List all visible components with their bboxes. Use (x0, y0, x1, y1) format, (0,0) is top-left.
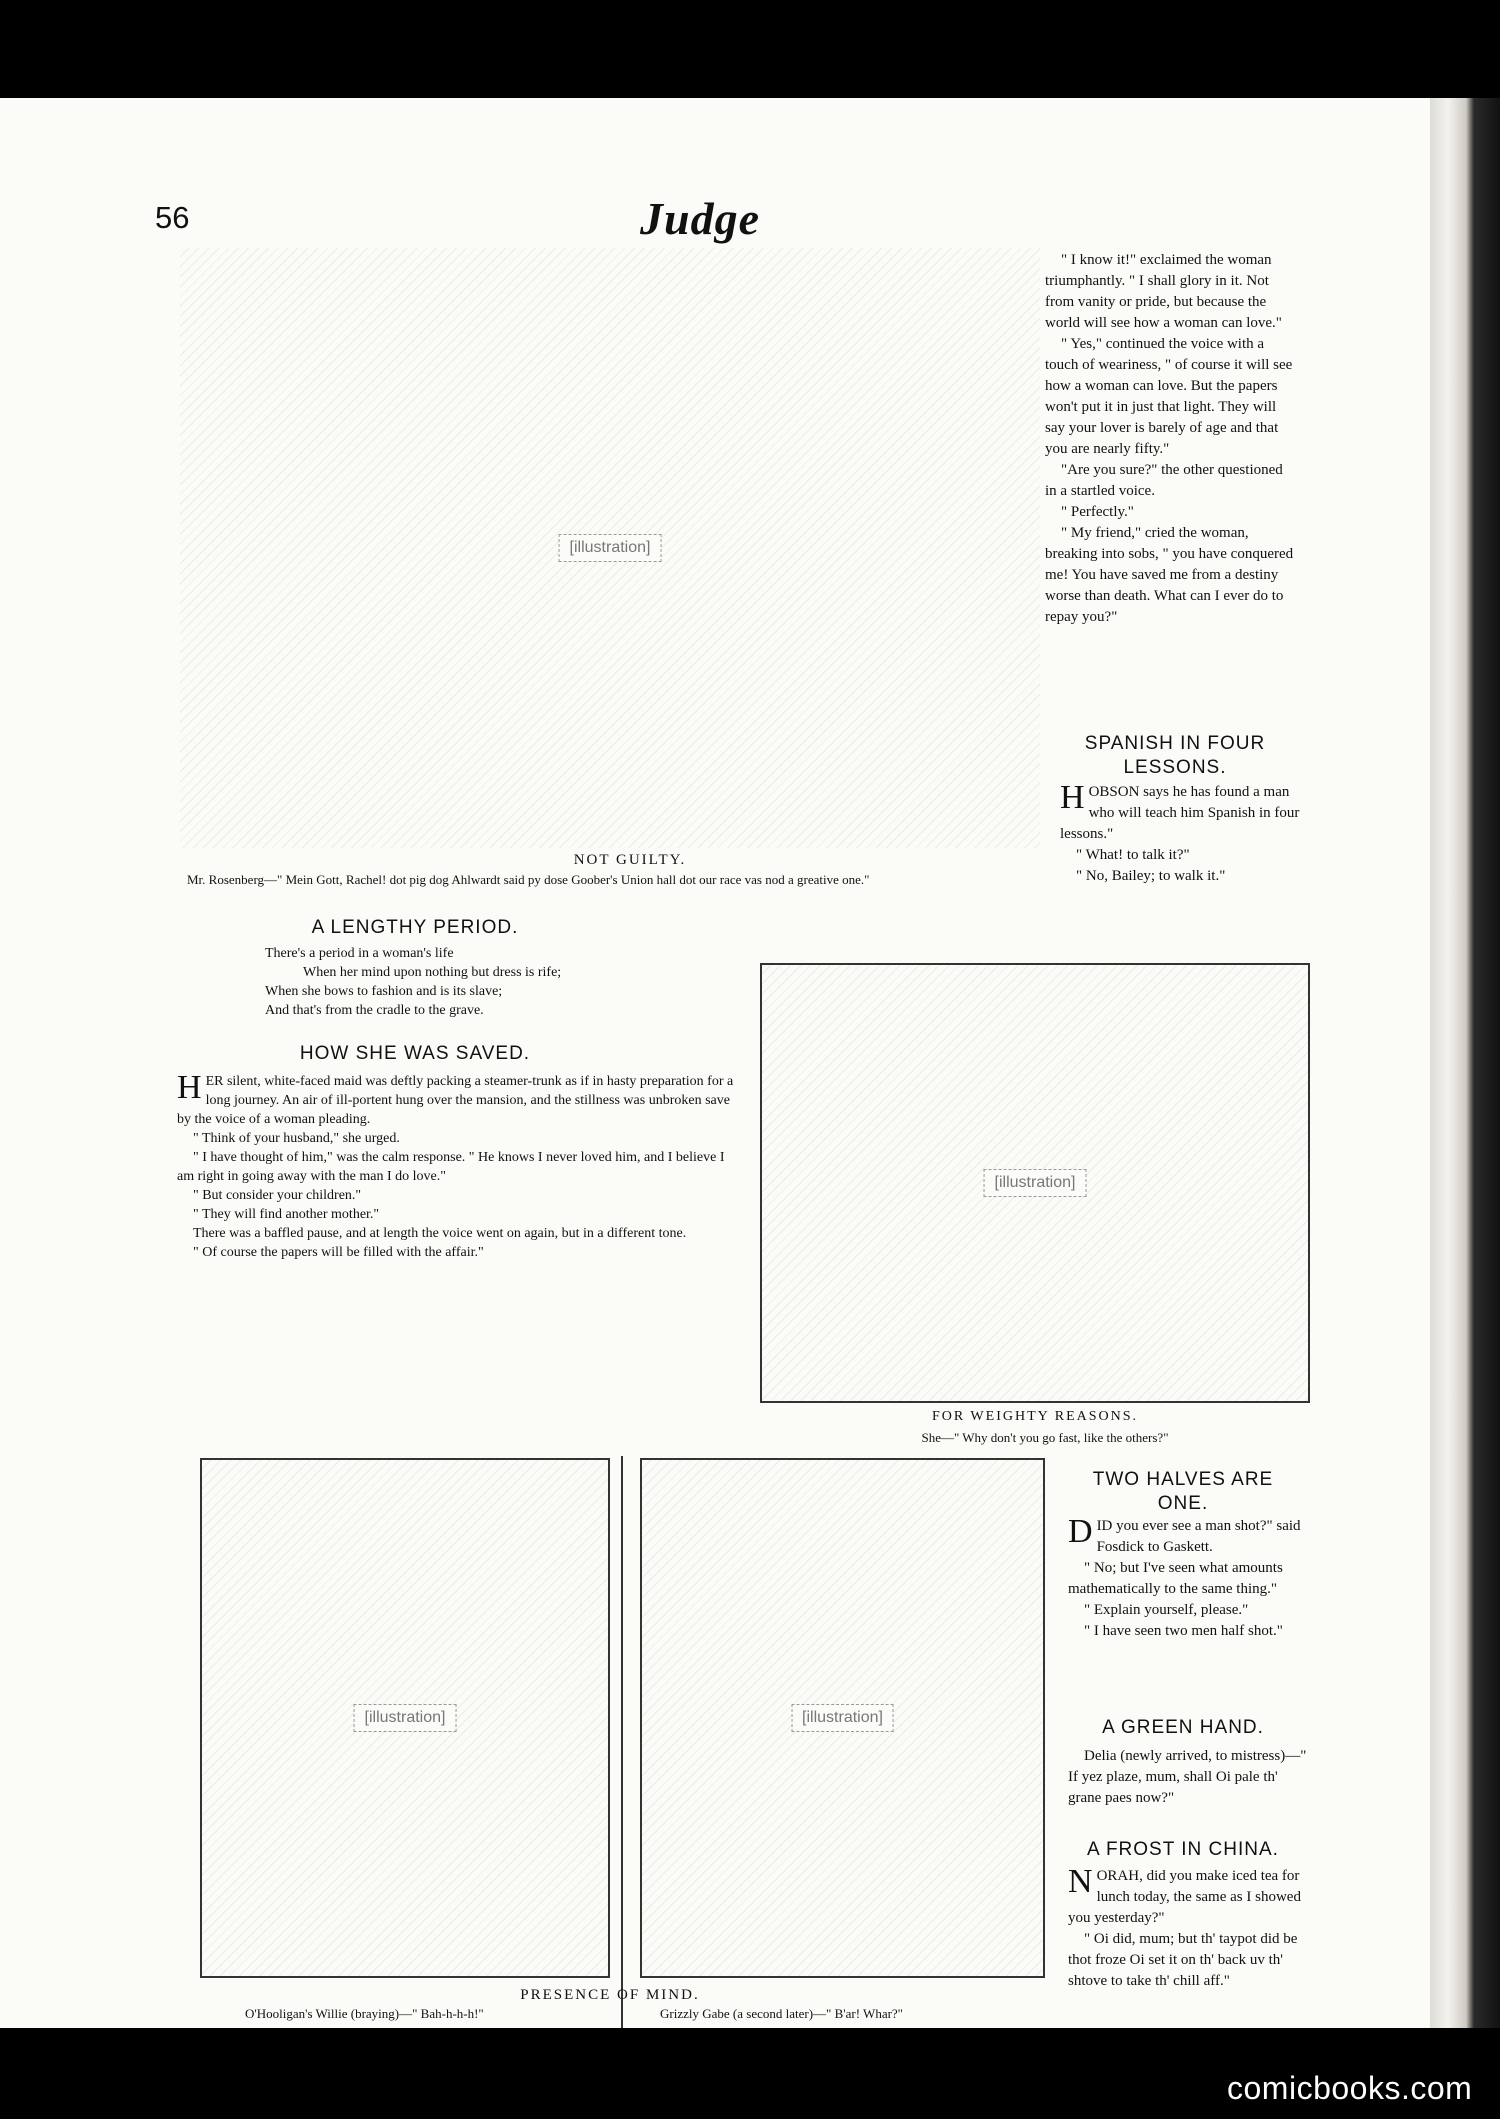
paragraph: NORAH, did you make iced tea for lunch today, the same as I showed you yesterday?" (1068, 1863, 1301, 1926)
watermark: comicbooks.com (1227, 2070, 1473, 2106)
paragraph: There was a baffled pause, and at length the voice went on again, but in a different tone. (193, 1226, 687, 1241)
paragraph: " I have thought of him," was the calm response. " He knows I never loved him, and I believe I am right in going away with the man I do love." (177, 1150, 725, 1184)
illustration-presence-of-mind-left (200, 1458, 610, 1978)
how-she-was-saved-column (177, 1069, 737, 1262)
drop-cap: N (1068, 1863, 1093, 1900)
panel-divider (621, 1456, 623, 2028)
cartoon-caption-weighty-reasons: She—" Why don't you go fast, like the others?" (921, 1430, 1169, 1445)
cartoon-title-not-guilty: NOT GUILTY. (573, 852, 687, 868)
drop-cap: D (1068, 1513, 1093, 1550)
paragraph: " I know it!" exclaimed the woman triumphantly. " I shall glory in it. Not from vanity or pride, but because the world will see how a woman can love." (1045, 252, 1282, 331)
poem-lengthy-period (265, 944, 725, 1020)
two-halves-column (1068, 1513, 1313, 1642)
paragraph: " No; but I've seen what amounts mathematically to the same thing." (1068, 1560, 1283, 1597)
poem-line: There's a period in a woman's life (265, 946, 454, 961)
heading-green-hand: A GREEN HAND. (1102, 1717, 1264, 1738)
paragraph: " What! to talk it?" (1076, 847, 1190, 863)
paragraph: " But consider your children." (193, 1188, 362, 1203)
paragraph: Delia (newly arrived, to mistress)—" If yez plaze, mum, shall Oi pale th' grane paes now?" (1068, 1748, 1307, 1806)
frost-in-china-column (1068, 1863, 1313, 1992)
spanish-column (1060, 779, 1300, 887)
drop-cap: H (177, 1069, 202, 1106)
paragraph: " My friend," cried the woman, breaking into sobs, " you have conquered me! You have saved me from a destiny worse than death. What can I ever do to repay you?" (1045, 525, 1294, 625)
binding-edge (1430, 98, 1500, 2028)
poem-line: And that's from the cradle to the grave. (265, 1003, 484, 1018)
paragraph: " Explain yourself, please." (1084, 1602, 1249, 1618)
illustration-placeholder-label: [illustration] (984, 1169, 1087, 1197)
green-hand-column (1068, 1746, 1313, 1809)
poem-line: When her mind upon nothing but dress is rife; (303, 965, 562, 980)
magazine-page (0, 98, 1430, 2028)
paragraph: " I have seen two men half shot." (1084, 1623, 1283, 1639)
paragraph: " They will find another mother." (193, 1207, 380, 1222)
paragraph: DID you ever see a man shot?" said Fosdick to Gaskett. (1068, 1513, 1301, 1555)
poem-line: When she bows to fashion and is its slave; (265, 984, 503, 999)
paragraph: " No, Bailey; to walk it." (1076, 868, 1226, 884)
illustration-not-guilty (180, 248, 1040, 848)
heading-spanish: SPANISH IN FOUR LESSONS. (1084, 733, 1266, 778)
drop-cap: H (1060, 779, 1085, 816)
paragraph: " Oi did, mum; but th' taypot did be thot froze Oi set it on th' back uv th' shtove to take th' chill aff." (1068, 1931, 1298, 1989)
heading-how-she-was-saved: HOW SHE WAS SAVED. (299, 1043, 531, 1064)
cartoon-title-presence-of-mind: PRESENCE OF MIND. (520, 1987, 700, 2003)
paragraph: " Of course the papers will be filled with the affair." (193, 1245, 484, 1260)
heading-lengthy-period: A LENGTHY PERIOD. (311, 917, 519, 938)
paragraph: HOBSON says he has found a man who will teach him Spanish in four lessons." (1060, 779, 1300, 842)
cartoon-caption-right: Grizzly Gabe (a second later)—" B'ar! Whar?" (660, 2006, 903, 2021)
illustration-placeholder-label: [illustration] (354, 1704, 457, 1732)
story-continued-column (1045, 250, 1298, 628)
paragraph: HER silent, white-faced maid was deftly packing a steamer-trunk as if in hasty preparation for a long journey. An air of ill-portent hung over the mansion, and the stillness was unbroken save by the voice of a woman pleading. (177, 1069, 734, 1127)
cartoon-caption-left: O'Hooligan's Willie (braying)—" Bah-h-h-h!" (245, 2006, 484, 2021)
illustration-weighty-reasons (760, 963, 1310, 1403)
paragraph: " Think of your husband," she urged. (193, 1131, 400, 1146)
paragraph: " Perfectly." (1061, 504, 1134, 520)
masthead-logo: Judge (640, 193, 760, 244)
cartoon-caption-not-guilty: Mr. Rosenberg—" Mein Gott, Rachel! dot pig dog Ahlwardt said py dose Goober's Union hall dot our race vas nod a greative one." (187, 872, 870, 887)
heading-two-halves: TWO HALVES ARE ONE. (1092, 1469, 1274, 1514)
paragraph: "Are you sure?" the other questioned in a startled voice. (1045, 462, 1283, 499)
cartoon-title-weighty-reasons: FOR WEIGHTY REASONS. (931, 1409, 1139, 1424)
illustration-placeholder-label: [illustration] (559, 534, 662, 562)
heading-frost-in-china: A FROST IN CHINA. (1087, 1839, 1279, 1860)
illustration-presence-of-mind-right (640, 1458, 1045, 1978)
illustration-placeholder-label: [illustration] (791, 1704, 894, 1732)
page-number: 56 (155, 200, 190, 235)
paragraph: " Yes," continued the voice with a touch of weariness, " of course it will see how a woman can love. But the papers won't put it in just that light. They will say your lover is barely of age and that you are nearly fifty." (1045, 336, 1293, 457)
